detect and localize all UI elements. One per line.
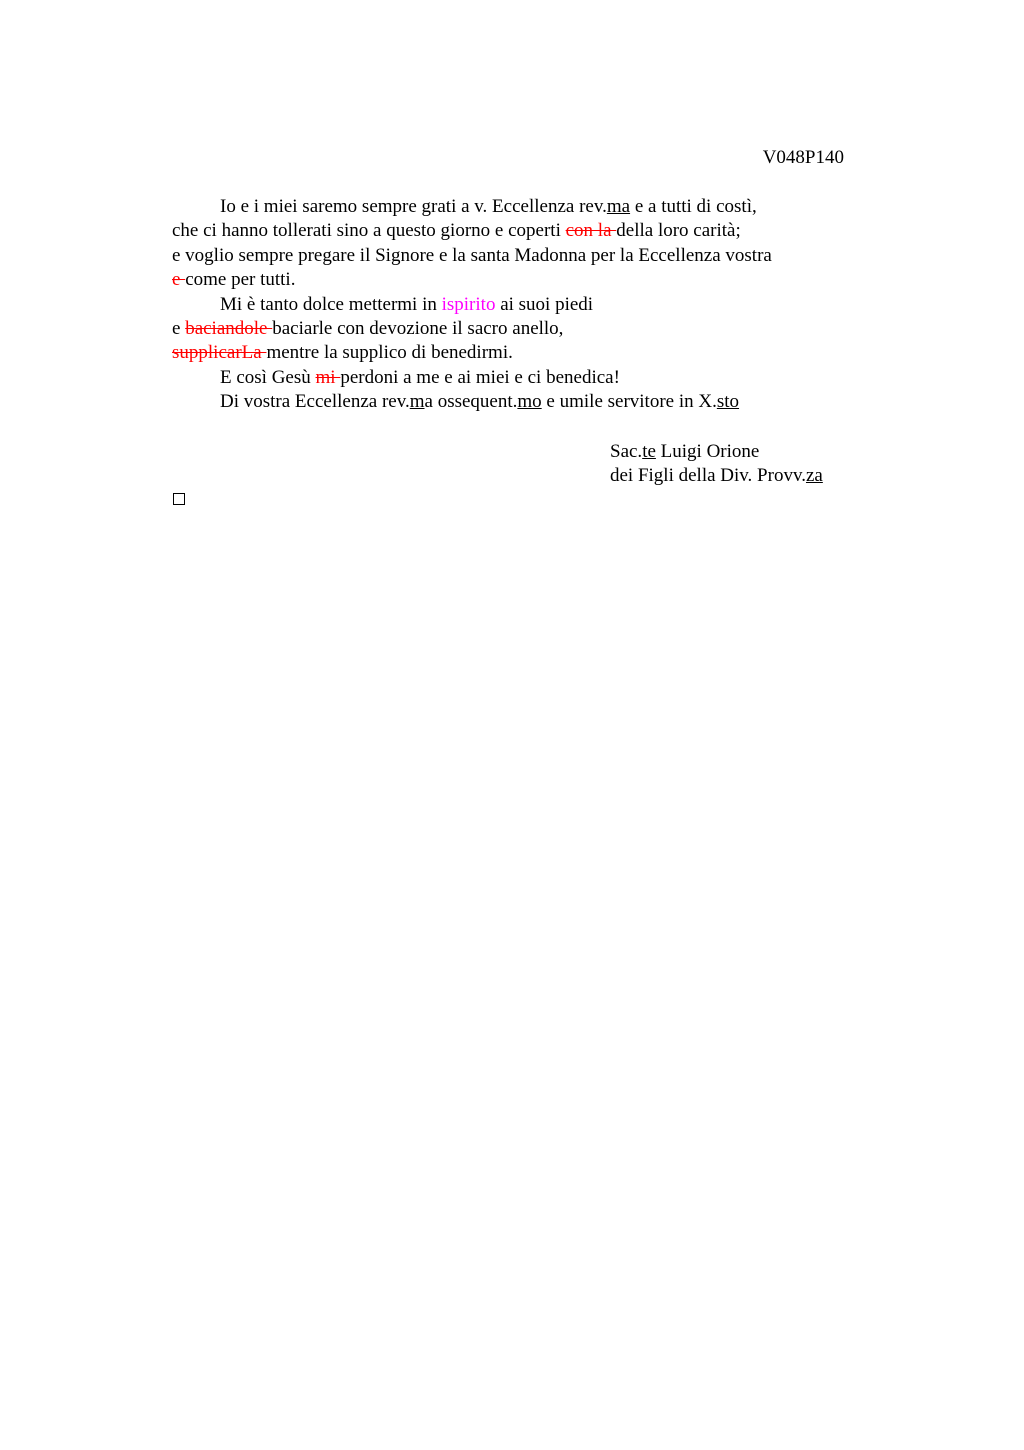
added-text: ispirito — [441, 293, 496, 315]
letter-line-6 — [172, 317, 852, 341]
abbreviation-superscript: te — [642, 441, 656, 462]
abbreviation-superscript: m — [409, 391, 425, 413]
letter-line-9 — [172, 390, 852, 414]
letter-line-4 — [172, 268, 852, 292]
deleted-text: mi — [315, 366, 341, 388]
deleted-text: supplicarLa — [172, 342, 267, 364]
letter-line-2 — [172, 219, 852, 243]
abbreviation-superscript: sto — [716, 391, 740, 413]
text: e umile servitore in X. — [541, 391, 717, 413]
text: come per tutti. — [185, 269, 296, 291]
text: della loro carità; — [616, 220, 741, 242]
abbreviation-superscript: mo — [517, 391, 542, 413]
letter-line-1 — [172, 195, 852, 219]
text: che ci hanno tollerati sino a questo giorno e coperti — [172, 220, 566, 242]
text: dei Figli della Div. Provv. — [610, 465, 806, 487]
abbreviation-superscript: ma — [606, 196, 631, 217]
page-id: V048P140 — [762, 147, 844, 168]
text: E così Gesù — [220, 366, 316, 388]
letter-line-3: e voglio sempre pregare il Signore e la santa Madonna per la Eccellenza vostra — [172, 244, 772, 266]
abbreviation-superscript: za — [805, 465, 823, 487]
deleted-text: e — [172, 269, 186, 291]
text: mentre la supplico di benedirmi. — [266, 342, 513, 364]
deleted-text: con la — [565, 220, 617, 242]
letter-line-8 — [172, 366, 852, 390]
signature-block — [610, 440, 823, 489]
letter-line-5 — [172, 293, 852, 317]
signature-line-1 — [610, 440, 823, 464]
empty-box-icon — [173, 493, 185, 505]
text: Mi è tanto dolce mettermi in — [220, 293, 442, 315]
letter-line-7 — [172, 341, 852, 365]
text: baciarle con devozione il sacro anello, — [272, 317, 564, 339]
deleted-text: baciandole — [185, 317, 273, 339]
text: Luigi Orione — [655, 441, 760, 462]
text: e a tutti di costì, — [630, 196, 757, 217]
text: Sac. — [610, 441, 643, 462]
text: e — [172, 317, 186, 339]
text: ai suoi piedi — [495, 293, 594, 315]
text: Di vostra Eccellenza rev. — [220, 391, 410, 413]
letter-body — [172, 195, 852, 415]
text: perdoni a me e ai miei e ci benedica! — [340, 366, 620, 388]
text: Io e i miei saremo sempre grati a v. Eccellenza rev. — [220, 196, 607, 217]
text: a ossequent. — [424, 391, 518, 413]
signature-line-2 — [610, 464, 823, 488]
